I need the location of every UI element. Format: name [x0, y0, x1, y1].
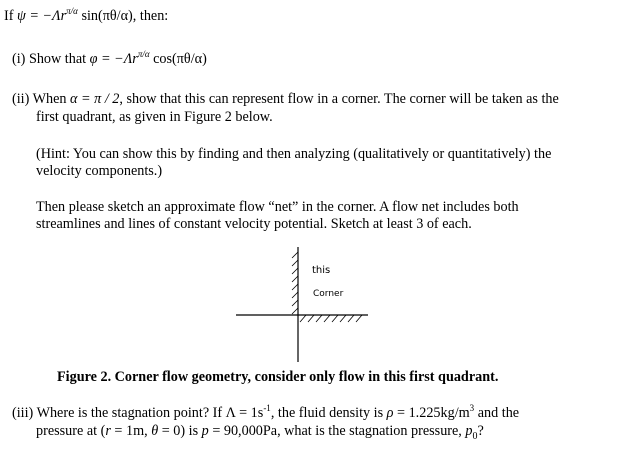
hint-line-2: velocity components.)	[36, 163, 163, 179]
phi-function: cos(πθ/α)	[149, 51, 207, 67]
part-2-line-2: first quadrant, as given in Figure 2 below.	[36, 109, 273, 125]
theta-symbol: θ	[151, 423, 159, 439]
r-symbol: r	[105, 423, 111, 439]
rho-symbol: ρ	[386, 405, 394, 421]
intro-line	[4, 8, 168, 25]
psi-expression: ψ = −Λr	[17, 8, 67, 24]
lambda-exponent: -1	[263, 403, 271, 413]
p-symbol: p	[201, 423, 209, 439]
figure-caption: Figure 2. Corner flow geometry, consider only flow in this first quadrant.	[57, 369, 499, 385]
horizontal-wall-hatching	[300, 315, 362, 322]
sketch-line-2: streamlines and lines of constant velocity potential. Sketch at least 3 of each.	[36, 216, 472, 232]
vertical-wall-hatching	[292, 252, 298, 314]
hint-line-1: (Hint: You can show this by finding and then analyzing (qualitatively or quantitatively) the	[36, 146, 552, 162]
part-2-label: (ii) When	[12, 91, 67, 107]
part-3-l2b: = 1m,	[110, 423, 152, 439]
p0-symbol: p	[465, 423, 473, 439]
alpha-condition: α = π / 2	[70, 91, 120, 107]
psi-exponent: π/α	[66, 6, 78, 16]
part-3-l2e: ?	[477, 423, 484, 439]
part-3-text-2: , the fluid density is	[270, 405, 387, 421]
part-3-text-3: = 1.225kg/m	[393, 405, 470, 421]
part-3-line-2	[36, 423, 484, 441]
part-3-text-4: and the	[474, 405, 520, 421]
intro-suffix: , then:	[132, 8, 169, 24]
part-3-l2c: = 0) is	[158, 423, 202, 439]
figure-label-corner: Corner	[313, 289, 344, 299]
psi-function: sin(πθ/α)	[77, 8, 133, 24]
phi-expression: φ = −Λr	[89, 51, 138, 67]
figure-label-this: this	[312, 265, 331, 276]
part-3-line-1	[12, 405, 519, 422]
part-3-text-1: (iii) Where is the stagnation point? If Λ = 1s	[12, 405, 264, 421]
part-3-l2a: pressure at (	[36, 423, 106, 439]
part-1-line	[12, 51, 207, 68]
phi-exponent: π/α	[137, 49, 150, 59]
sketch-line-1: Then please sketch an approximate flow “net” in the corner. A flow net includes both	[36, 199, 519, 215]
part-2-line-1	[12, 91, 559, 107]
p0-subscript: 0	[472, 431, 478, 442]
part-1-label: (i) Show that	[12, 51, 87, 67]
intro-prefix: If	[4, 8, 14, 24]
density-exponent: 3	[469, 403, 475, 413]
part-2-text-1: , show that this can represent flow in a corner. The corner will be taken as the	[119, 91, 559, 107]
part-3-l2d: = 90,000Pa, what is the stagnation pressure,	[208, 423, 466, 439]
